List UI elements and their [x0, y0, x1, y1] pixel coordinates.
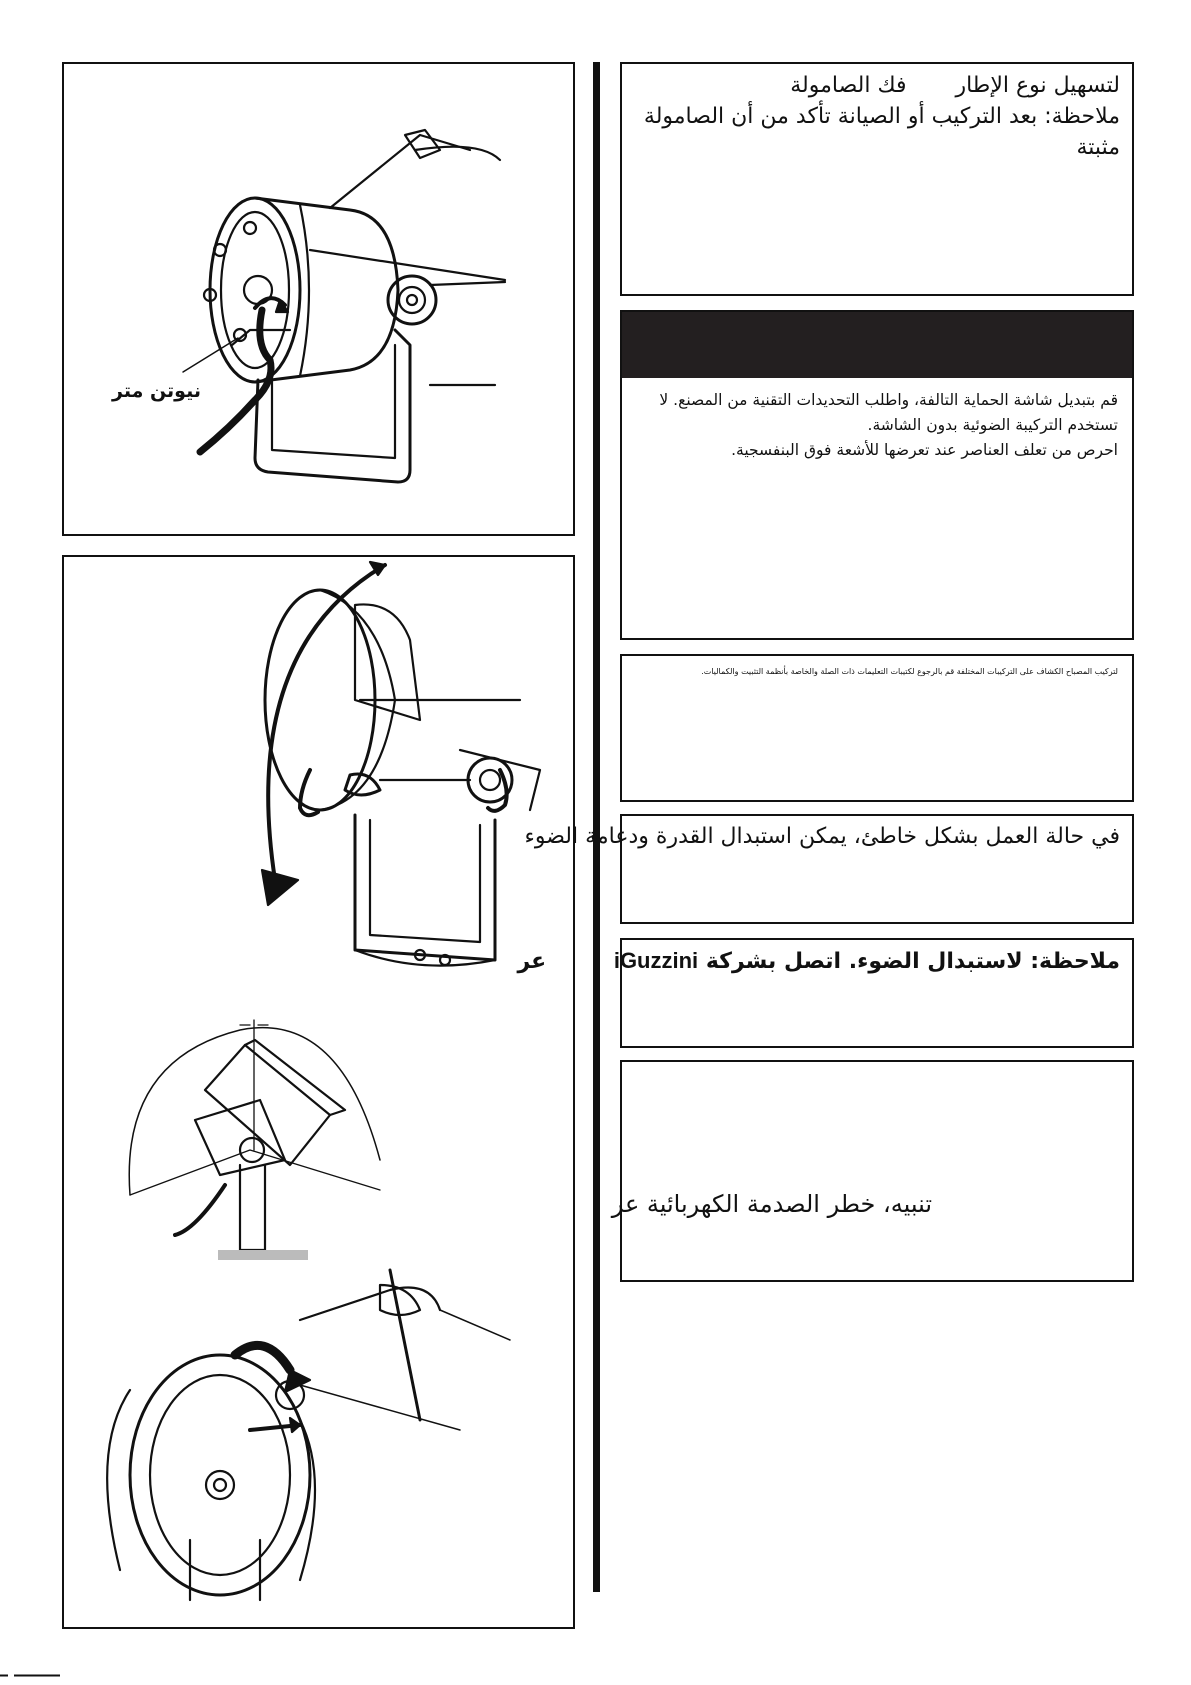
nut-detail-figure — [107, 1270, 510, 1600]
nut-instructions-panel — [620, 62, 1134, 296]
page-footer-mark — [0, 1674, 70, 1677]
electric-warning-text: تنبيه، خطر الصدمة الكهربائية عر — [611, 1190, 932, 1218]
nut-instructions-line2: ملاحظة: بعد التركيب أو الصيانة تأكد من أن الصامولة مثبتة — [643, 104, 1120, 160]
screen-replacement-text — [628, 388, 1118, 463]
nut-instructions-text — [620, 70, 1120, 163]
screen-replacement-paragraph2: احرص من تعلف العناصر عند تعرضها للأشعة فوق البنفسجية. — [731, 441, 1118, 459]
floodlight-front-figure — [183, 130, 505, 482]
screen-replacement-paragraph1: قم بتبديل شاشة الحماية التالفة، واطلب التحديدات التقنية من المصنع. لا تستخدم التركيبة الضوئية بدون الشاشة. — [659, 391, 1118, 434]
nut-instructions-line1: لتسهيل نوع الإطار فك الصامولة — [790, 73, 1120, 98]
contact-note-main: ملاحظة: لاستبدال الضوء. اتصل بشركة — [705, 949, 1120, 974]
installation-reference-panel — [620, 654, 1134, 802]
installation-reference-text: لتركيب المصباح الكشاف على التركيبات المختلفة قم بالرجوع لكتيبات التعليمات ذات الصلة والخاصة بأنظمة التثبيت والكماليات. — [701, 667, 1118, 676]
contact-note-prefix: عر — [517, 949, 547, 974]
screen-replacement-panel — [620, 310, 1134, 640]
malfunction-text: في حالة العمل بشكل خاطئ، يمكن استبدال القدرة ودعامة الضوء — [524, 824, 1120, 849]
contact-note-text — [517, 946, 1120, 977]
screen-warning-bar — [622, 312, 1132, 378]
brand-name: iGuzzini — [613, 948, 699, 973]
electric-warning-panel — [611, 1060, 1134, 1282]
torque-label: نيوتن متر — [112, 380, 201, 402]
aiming-figure — [262, 562, 540, 966]
malfunction-panel — [524, 814, 1134, 924]
contact-note-panel — [517, 938, 1134, 1048]
tilt-angle-figure — [129, 1020, 380, 1260]
